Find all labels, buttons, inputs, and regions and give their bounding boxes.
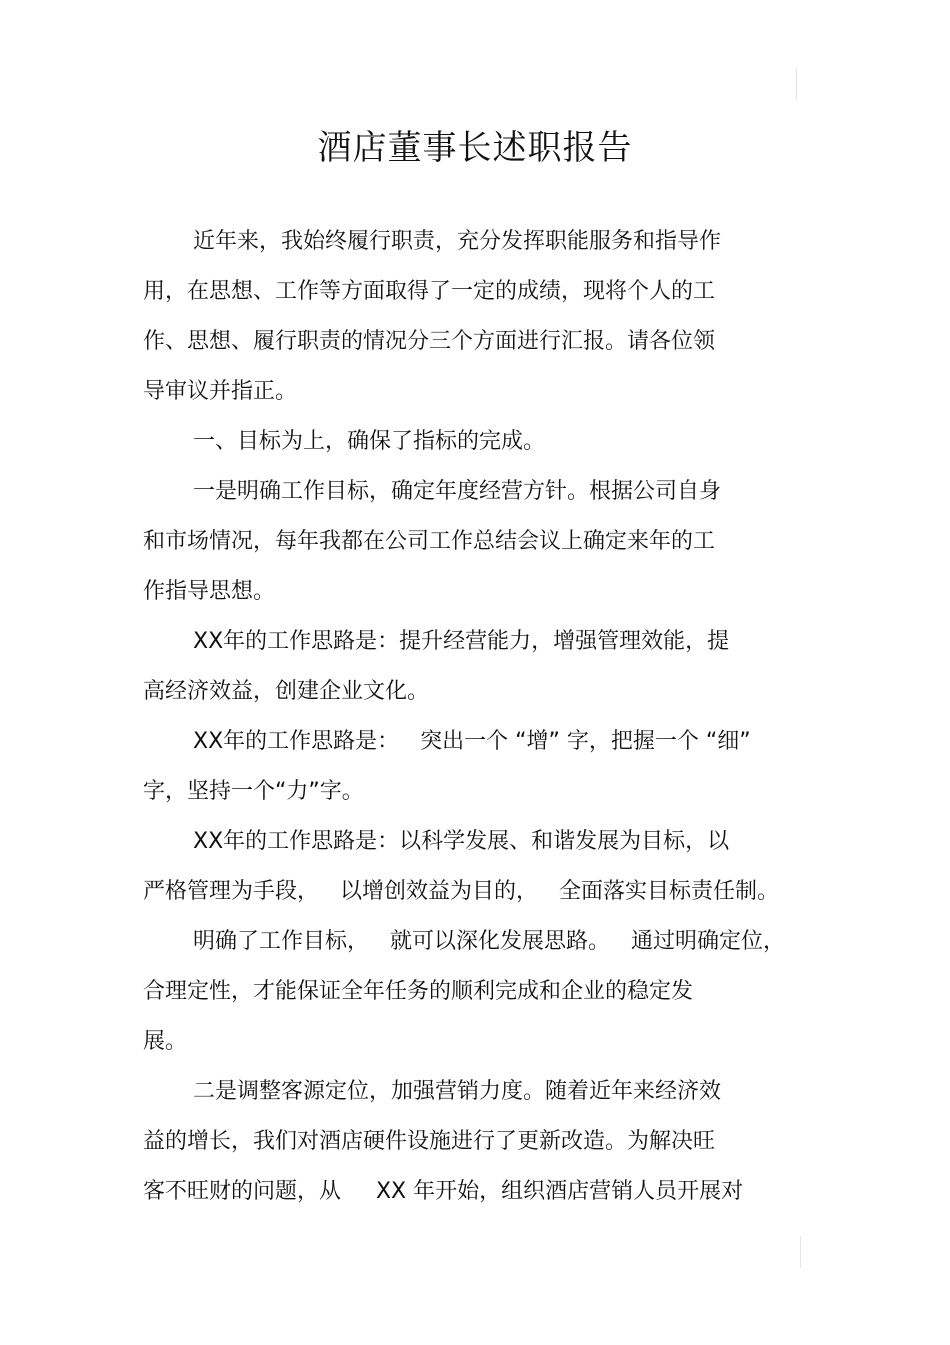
document-title: 酒店董事长述职报告 [317,128,633,168]
paragraph-line: 字，坚持一个“力”字。 [143,779,364,804]
paragraph-line: 作指导思想。 [143,579,276,604]
paragraph-line: 近年来，我始终履行职责，充分发挥职能服务和指导作 [193,229,722,254]
paragraph-line: 严格管理为手段， 以增创效益为目的， 全面落实目标责任制。 [143,879,779,904]
paragraph-line: 和市场情况，每年我都在公司工作总结会议上确定来年的工 [143,529,716,554]
page-edge-mark-top [796,68,797,100]
paragraph-line: 展。 [143,1029,188,1054]
paragraph-line: 高经济效益，创建企业文化。 [143,679,430,704]
page-edge-mark-bottom [800,1236,801,1268]
paragraph-line: 作、思想、履行职责的情况分三个方面进行汇报。请各位领 [143,329,716,354]
section-heading: 一、目标为上，确保了指标的完成。 [193,429,546,454]
paragraph-line: 客不旺财的问题，从 XX 年开始，组织酒店营销人员开展对 [143,1179,744,1204]
paragraph-line: 用，在思想、工作等方面取得了一定的成绩，现将个人的工 [143,279,716,304]
paragraph-line: XX年的工作思路是： 突出一个 “增” 字，把握一个 “细” [193,729,751,754]
paragraph-line: XX年的工作思路是：提升经营能力，增强管理效能，提 [193,629,730,654]
paragraph-line: 明确了工作目标， 就可以深化发展思路。 通过明确定位， [193,929,785,954]
paragraph-line: 一是明确工作目标，确定年度经营方针。根据公司自身 [193,479,722,504]
paragraph-line: XX年的工作思路是：以科学发展、和谐发展为目标，以 [193,829,730,854]
paragraph-line: 导审议并指正。 [143,379,298,404]
paragraph-line: 二是调整客源定位，加强营销力度。随着近年来经济效 [193,1079,722,1104]
paragraph-line: 益的增长，我们对酒店硬件设施进行了更新改造。为解决旺 [143,1129,716,1154]
paragraph-line: 合理定性，才能保证全年任务的顺利完成和企业的稳定发 [143,979,694,1004]
